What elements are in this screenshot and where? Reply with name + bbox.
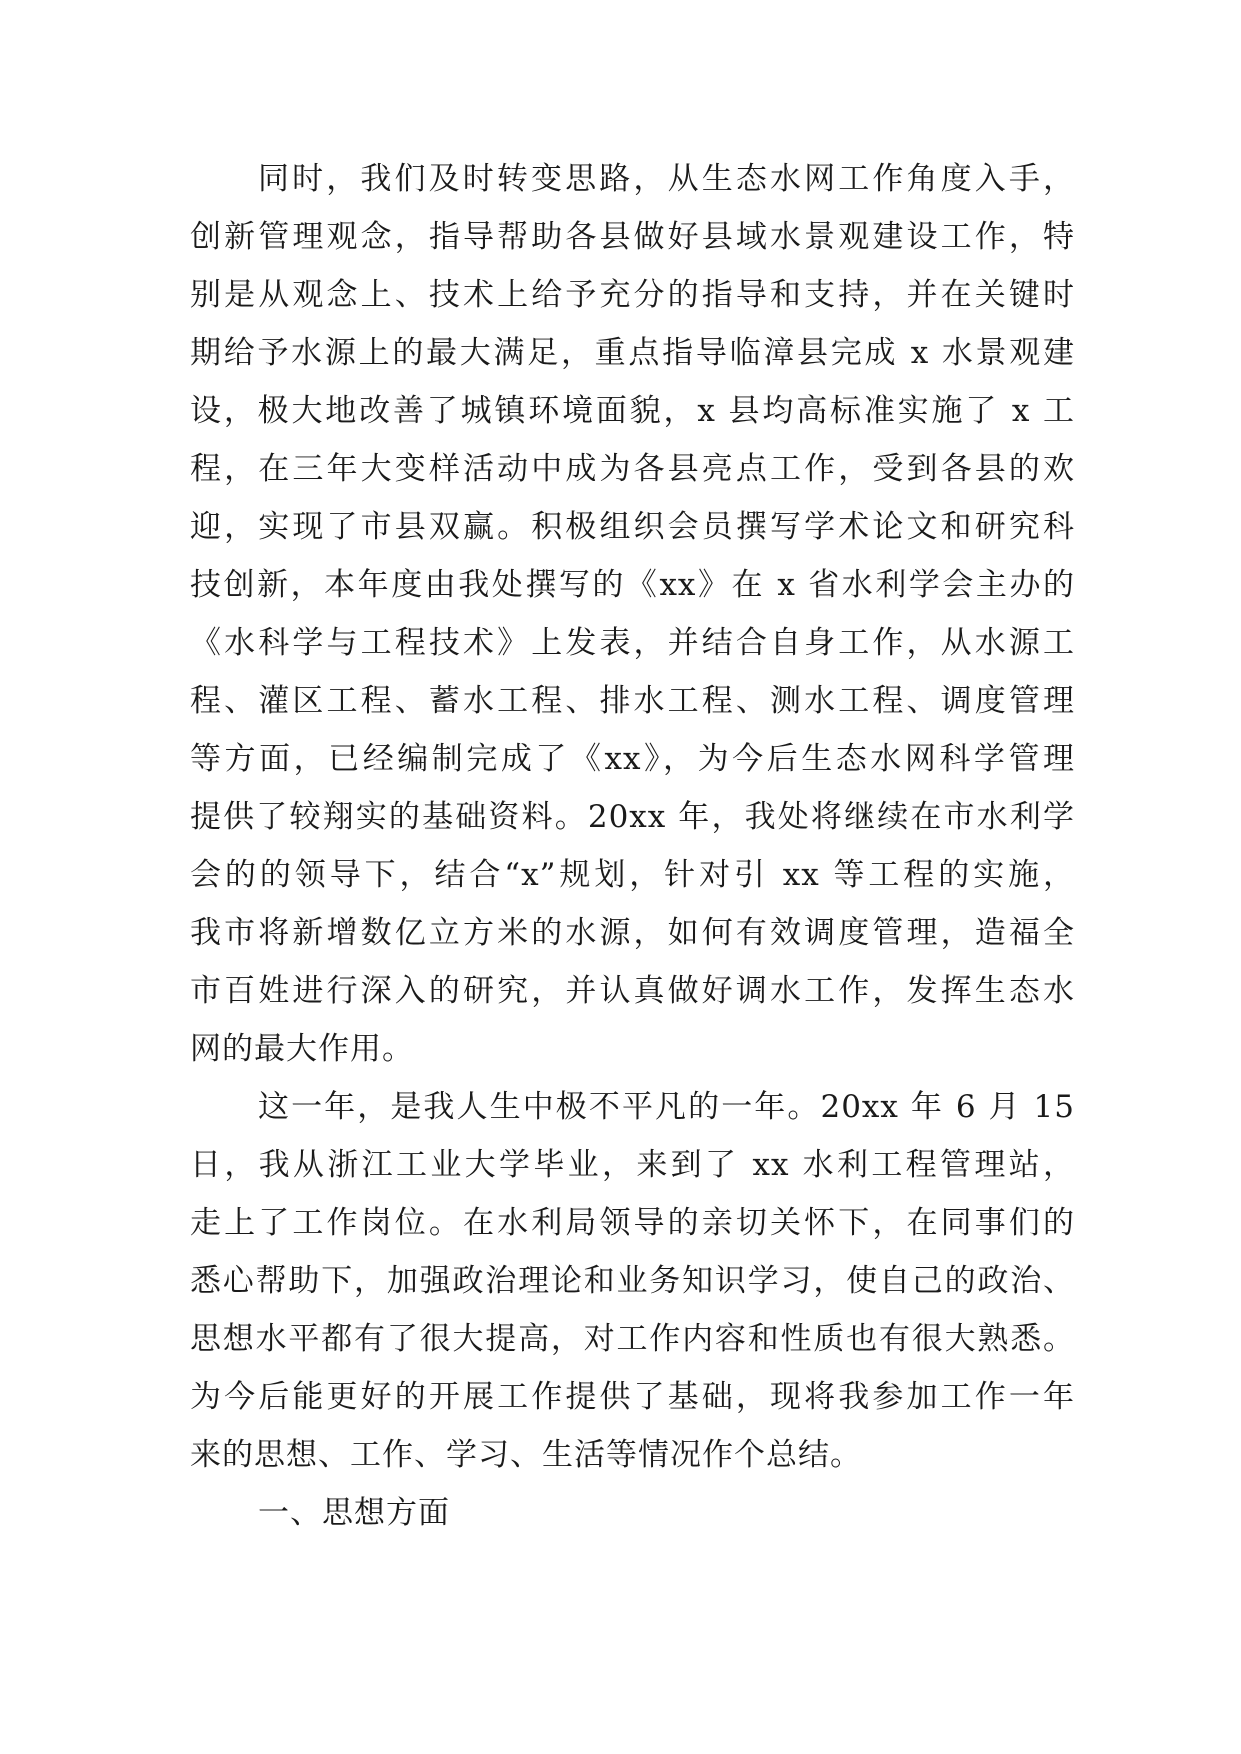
section-heading: 一、思想方面 bbox=[258, 1495, 450, 1531]
text-line: 设，极大地改善了城镇环境面貌，x 县均高标准实施了 x 工 bbox=[190, 393, 1075, 429]
text-line: 会的的领导下，结合“x”规划，针对引 xx 等工程的实施， bbox=[190, 857, 1075, 893]
paragraph-2 bbox=[190, 1078, 1075, 1484]
text-line: 期给予水源上的最大满足，重点指导临漳县完成 x 水景观建 bbox=[190, 335, 1075, 371]
text-line: 为今后能更好的开展工作提供了基础，现将我参加工作一年 bbox=[190, 1379, 1075, 1415]
text-line: 走上了工作岗位。在水利局领导的亲切关怀下，在同事们的 bbox=[190, 1205, 1075, 1241]
text-line: 我市将新增数亿立方米的水源，如何有效调度管理，造福全 bbox=[190, 915, 1075, 951]
text-line: 这一年，是我人生中极不平凡的一年。20xx 年 6 月 15 bbox=[258, 1089, 1075, 1125]
text-line: 迎，实现了市县双赢。积极组织会员撰写学术论文和研究科 bbox=[190, 509, 1075, 545]
text-line: 等方面，已经编制完成了《xx》，为今后生态水网科学管理 bbox=[190, 741, 1075, 777]
text-line: 提供了较翔实的基础资料。20xx 年，我处将继续在市水利学 bbox=[190, 799, 1075, 835]
text-line: 思想水平都有了很大提高，对工作内容和性质也有很大熟悉。 bbox=[190, 1321, 1075, 1357]
text-line: 市百姓进行深入的研究，并认真做好调水工作，发挥生态水 bbox=[190, 973, 1075, 1009]
paragraph-1 bbox=[190, 150, 1075, 1078]
text-line: 同时，我们及时转变思路，从生态水网工作角度入手， bbox=[258, 161, 1075, 197]
text-line: 程，在三年大变样活动中成为各县亮点工作，受到各县的欢 bbox=[190, 451, 1075, 487]
document-page bbox=[190, 150, 1075, 1542]
text-line: 程、灌区工程、蓄水工程、排水工程、测水工程、调度管理 bbox=[190, 683, 1075, 719]
text-line: 来的思想、工作、学习、生活等情况作个总结。 bbox=[190, 1437, 862, 1473]
text-line: 创新管理观念，指导帮助各县做好县域水景观建设工作，特 bbox=[190, 219, 1075, 255]
text-line: 技创新，本年度由我处撰写的《xx》在 x 省水利学会主办的 bbox=[190, 567, 1075, 603]
text-line: 《水科学与工程技术》上发表，并结合自身工作，从水源工 bbox=[190, 625, 1075, 661]
text-line: 网的最大作用。 bbox=[190, 1031, 414, 1067]
text-line: 悉心帮助下，加强政治理论和业务知识学习，使自己的政治、 bbox=[190, 1263, 1075, 1299]
text-line: 日，我从浙江工业大学毕业，来到了 xx 水利工程管理站， bbox=[190, 1147, 1075, 1183]
text-line: 别是从观念上、技术上给予充分的指导和支持，并在关键时 bbox=[190, 277, 1075, 313]
